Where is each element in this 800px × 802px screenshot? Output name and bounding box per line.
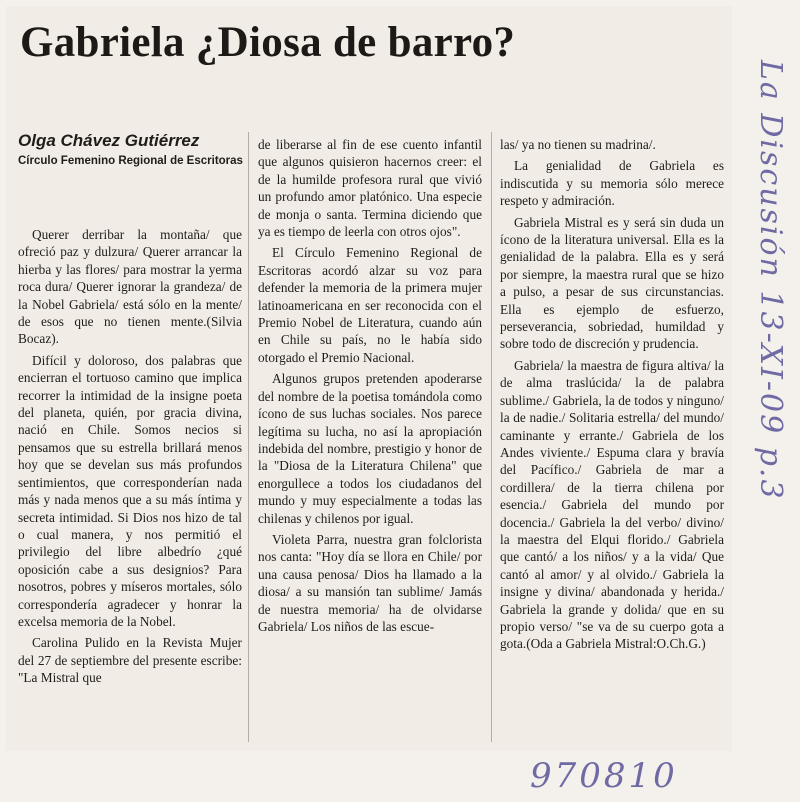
- paragraph: Algunos grupos pretenden apoderarse del nombre de la poetisa tomándola como ícono de sus luchas sociales. Nos parece legítima su lucha, no así la apropiación indebida del nombre, prestigio y honor de la "Diosa de la Literatura Chilena" que enorgullece a todos los ciudadanos del mundo y muy especialmente a todas las chilenas y chilenos por igual.: [258, 371, 482, 526]
- paragraph: las/ ya no tienen su madrina/.: [500, 137, 656, 152]
- paragraph: Carolina Pulido en la Revista Mujer del 27 de septiembre del presente escribe: "La Mistral que: [18, 635, 242, 686]
- paragraph: El Círculo Femenino Regional de Escritoras acordó alzar su voz para defender la memoria de la primera mujer latinoamericana en ser reconocida con el Premio Nobel de Literatura, cuando aún en Chile su país, no le había sido otorgado el Premio Nacional.: [258, 245, 482, 365]
- column-divider: [248, 132, 249, 742]
- column-3: [500, 136, 724, 653]
- paragraph: Querer derribar la montaña/ que ofreció paz y dulzura/ Querer arrancar la hierba y las flores/ para mostrar la yerma roca dura/ Querer ignorar la grandeza/ de la Nobel Gabriela/ está sólo en la mente/ de esos que no tienen mente.(Silvia Bocaz).: [18, 227, 242, 347]
- column-divider: [491, 132, 492, 742]
- author-affiliation: Círculo Femenino Regional de Escritoras: [18, 155, 243, 167]
- handwritten-source-note: La Discusión 13-XI-09 p.3: [753, 60, 788, 501]
- paragraph: Gabriela Mistral es y será sin duda un ícono de la literatura universal. Ella es la genialidad de la palabra. Ella es y será por siempre, la maestra rural que se hizo a pulso, a pesar de sus circunstancias. Ella es ejemplo de esfuerzo, perseverancia, sobriedad, humildad y sobre todo de discreción y prudencia.: [500, 214, 724, 352]
- byline: [18, 130, 244, 169]
- paragraph: Difícil y doloroso, dos palabras que encierran el tortuoso camino que implica recorrer la intimidad de la insigne poeta del planeta, quién, por gracia divina, nació en Chile. Somos necios si pensamos que su estrella brillará menos hoy que se develan sus más profundos sentimientos, que corresponderían nada más y nada menos que a su más íntima y secreta intimidad. Si Dios nos hizo de tal o cual manera, y nos permitió el privilegio del libre albedrío ¿qué oposición cabe a sus designios? Para nosotros, pobres y míseros mortales, sólo correspondería agradecer y honrar la excelsa memoria de la Nobel.: [18, 352, 242, 629]
- headline: Gabriela ¿Diosa de barro?: [20, 19, 516, 66]
- paragraph: Gabriela/ la maestra de figura altiva/ la de alma traslúcida/ la de palabra sublime./ Gabriela, la de todos y ninguno/ la de nadie./ Solitaria estrella/ del mundo/ caminante y errante./ Gabriela de los Andes viviente./ Espuma clara y bravía del Pacífico./ Gabriela de mar a cordillera/ de la tierra chilena por esencia./ Gabriela del mundo por docencia./ Gabriela la del verbo/ divino/ la maestra del Elqui florido./ Gabriela que cantó/ a los niños/ y a la vida/ Que cantó al amor/ y al olvido./ Gabriela la insigne y divina/ abandonada y herida./ Gabriela la grande y dolida/ que en su propio verso/ "se va de su cuerpo gota a gota.(Oda a Gabriela Mistral:O.Ch.G.): [500, 357, 724, 652]
- handwritten-catalog-number: 970810: [530, 756, 678, 796]
- paragraph: La genialidad de Gabriela es indiscutida y su memoria sólo merece respeto y admiración.: [500, 158, 724, 209]
- author-name: Olga Chávez Gutiérrez: [18, 131, 200, 150]
- paragraph: Violeta Parra, nuestra gran folclorista nos canta: "Hoy día se llora en Chile/ por una causa penosa/ Dios ha llamado a la diosa/ a su mansión tan sublime/ Jamás de nuestra memoria/ ha de olvidarse Gabriela/ Los niños de las escue-: [258, 531, 482, 634]
- column-1: [18, 226, 242, 687]
- column-2: [258, 136, 482, 635]
- paragraph: de liberarse al fin de ese cuento infantil que algunos quisieron hacernos creer: el de la humilde profesora rural que vivió un profundo amor platónico. Una especie de monja o santa. Termina diciendo que ya es tiempo de leerla con otros ojos".: [258, 137, 482, 240]
